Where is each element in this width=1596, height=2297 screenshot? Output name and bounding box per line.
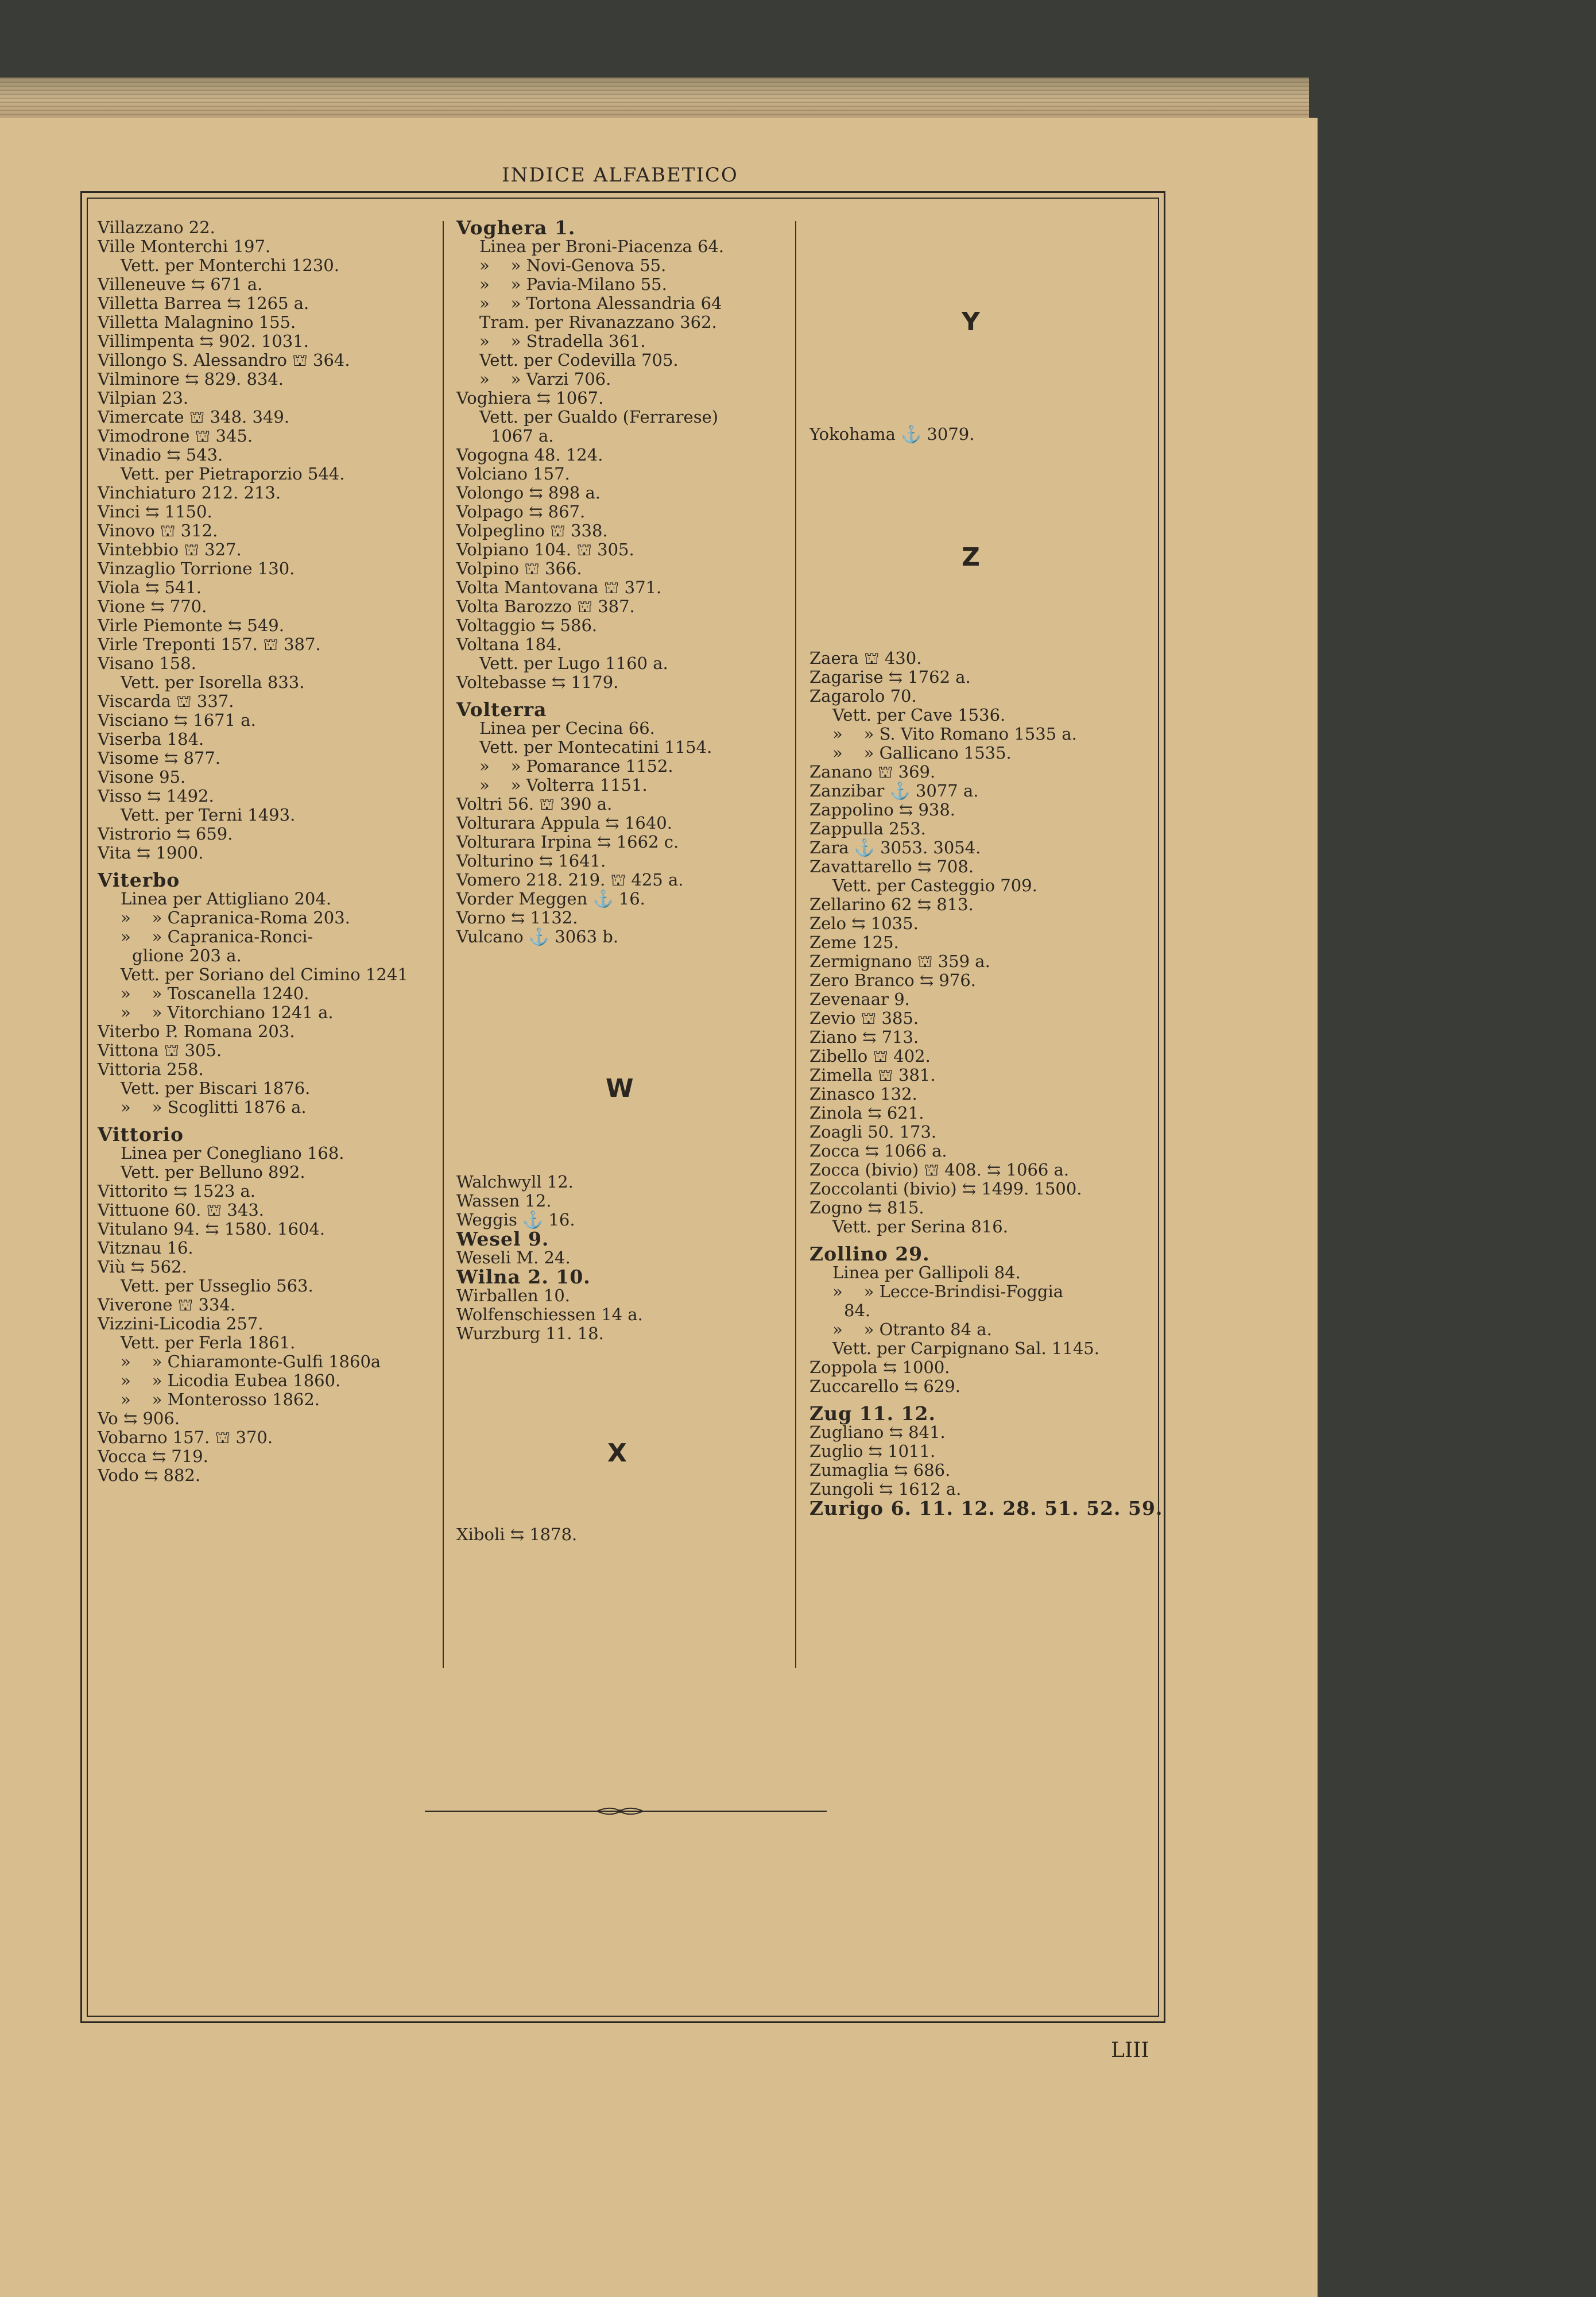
index-entry: Zero Branco ⇆ 976. <box>809 970 976 990</box>
index-entry: Volturara Appula ⇆ 1640. <box>456 813 672 833</box>
index-entry: Voltri 56. ⛫ 390 a. <box>456 794 613 814</box>
index-entry: Zinola ⇆ 621. <box>809 1103 924 1123</box>
index-entry: Vittoria 258. <box>98 1059 204 1079</box>
index-entry: » » Varzi 706. <box>479 369 611 389</box>
index-column-3-z <box>809 649 1163 1518</box>
index-entry: Visso ⇆ 1492. <box>98 786 214 806</box>
index-entry: Zibello ⛫ 402. <box>809 1046 931 1066</box>
section-letter-x: X <box>607 1438 627 1468</box>
index-entry: Vett. per Gualdo (Ferrarese) <box>479 407 719 427</box>
index-entry: Vett. per Soriano del Cimino 1241 <box>121 965 408 984</box>
index-column-1 <box>98 218 431 1485</box>
index-entry: Vione ⇆ 770. <box>98 597 207 616</box>
index-entry: Linea per Attigliano 204. <box>121 889 332 908</box>
section-letter-w: W <box>606 1074 634 1103</box>
index-entry: Vett. per Usseglio 563. <box>121 1276 313 1296</box>
index-entry: » » Licodia Eubea 1860. <box>121 1371 341 1390</box>
index-entry: Volturara Irpina ⇆ 1662 c. <box>456 832 679 852</box>
index-entry: Villimpenta ⇆ 902. 1031. <box>98 331 309 351</box>
index-entry: Volpino ⛫ 366. <box>456 559 582 578</box>
index-entry: Zermignano ⛫ 359 a. <box>809 952 990 971</box>
index-entry: » » Otranto 84 a. <box>832 1320 992 1339</box>
index-entry: Zungoli ⇆ 1612 a. <box>809 1479 962 1499</box>
index-entry: Volongo ⇆ 898 a. <box>456 483 601 502</box>
index-entry: Vilpian 23. <box>98 388 189 408</box>
index-entry: » » Chiaramonte-Gulfi 1860a <box>121 1352 381 1371</box>
index-entry: Linea per Cecina 66. <box>479 718 655 738</box>
index-entry: » » S. Vito Romano 1535 a. <box>832 724 1077 744</box>
index-entry: Vittorito ⇆ 1523 a. <box>98 1181 255 1201</box>
index-heading: Viterbo <box>98 869 180 891</box>
index-entry: » » Monterosso 1862. <box>121 1390 320 1409</box>
index-entry: Vett. per Ferla 1861. <box>121 1333 296 1352</box>
ornament-divider <box>425 1807 827 1815</box>
index-column-2-w <box>456 1173 643 1343</box>
index-entry: Zinasco 132. <box>809 1084 917 1104</box>
index-entry: » » Stradella 361. <box>479 331 646 351</box>
index-entry: » » Capranica-Ronci- <box>121 927 313 946</box>
index-entry: Virle Treponti 157. ⛫ 387. <box>98 635 321 654</box>
index-column-3-y <box>809 425 974 444</box>
index-entry: Zaera ⛫ 430. <box>809 648 922 668</box>
index-entry: Zappulla 253. <box>809 819 926 838</box>
index-entry: Volta Mantovana ⛫ 371. <box>456 578 662 597</box>
index-entry: 1067 a. <box>491 426 554 446</box>
index-entry: » » Volterra 1151. <box>479 775 648 795</box>
index-entry: Vett. per Pietraporzio 544. <box>121 464 345 484</box>
index-entry: Vintebbio ⛫ 327. <box>98 540 242 559</box>
index-entry: Zanzibar ⚓ 3077 a. <box>809 781 979 801</box>
index-entry: Vistrorio ⇆ 659. <box>98 824 233 844</box>
index-heading: Zurigo 6. 11. 12. 28. 51. 52. 59. <box>809 1497 1163 1519</box>
index-entry: Vizzini-Licodia 257. <box>98 1314 264 1333</box>
index-entry: » » Pavia-Milano 55. <box>479 274 667 294</box>
index-entry: Wolfenschiessen 14 a. <box>456 1305 643 1324</box>
index-entry: » » Scoglitti 1876 a. <box>121 1097 307 1117</box>
book-page <box>0 118 1318 2297</box>
index-entry: Vett. per Casteggio 709. <box>832 876 1037 895</box>
index-entry: Volturino ⇆ 1641. <box>456 851 606 871</box>
index-entry: Vitznau 16. <box>98 1238 193 1258</box>
index-entry: Viserba 184. <box>98 729 204 749</box>
index-entry: Vita ⇆ 1900. <box>98 843 204 863</box>
index-entry: Voghiera ⇆ 1067. <box>456 388 604 408</box>
index-entry: Ziano ⇆ 713. <box>809 1027 919 1047</box>
index-entry: Vobarno 157. ⛫ 370. <box>98 1428 273 1447</box>
index-entry: Volciano 157. <box>456 464 570 484</box>
index-entry: Zagarolo 70. <box>809 686 917 706</box>
index-entry: Zeme 125. <box>809 933 899 952</box>
index-entry: Zogno ⇆ 815. <box>809 1198 924 1217</box>
index-entry: » » Capranica-Roma 203. <box>121 908 350 927</box>
index-entry: Visome ⇆ 877. <box>98 748 221 768</box>
index-entry: Zevio ⛫ 385. <box>809 1008 919 1028</box>
index-entry: Voltebasse ⇆ 1179. <box>456 672 619 692</box>
index-entry: Zanano ⛫ 369. <box>809 762 936 782</box>
index-entry: Zocca (bivio) ⛫ 408. ⇆ 1066 a. <box>809 1160 1070 1180</box>
index-entry: Zocca ⇆ 1066 a. <box>809 1141 947 1161</box>
index-entry: Vorder Meggen ⚓ 16. <box>456 889 645 908</box>
index-entry: Weseli M. 24. <box>456 1248 571 1267</box>
index-entry: glione 203 a. <box>132 946 242 965</box>
index-entry: Vogogna 48. 124. <box>456 445 603 465</box>
index-entry: Xiboli ⇆ 1878. <box>456 1525 578 1544</box>
index-entry: Zoagli 50. 173. <box>809 1122 937 1142</box>
index-entry: Volta Barozzo ⛫ 387. <box>456 597 635 616</box>
index-entry: Vett. per Terni 1493. <box>121 805 296 825</box>
index-entry: Vinovo ⛫ 312. <box>98 521 218 540</box>
index-entry: Zuglio ⇆ 1011. <box>809 1441 936 1461</box>
index-entry: Volpiano 104. ⛫ 305. <box>456 540 634 559</box>
index-entry: Vulcano ⚓ 3063 b. <box>456 927 619 946</box>
index-entry: Vodo ⇆ 882. <box>98 1465 201 1485</box>
index-entry: Viverone ⛫ 334. <box>98 1295 236 1314</box>
index-entry: Ville Monterchi 197. <box>98 237 271 256</box>
index-entry: Linea per Gallipoli 84. <box>832 1263 1021 1282</box>
index-entry: » » Pomarance 1152. <box>479 756 673 776</box>
index-entry: Vinadio ⇆ 543. <box>98 445 223 465</box>
index-entry: Zellarino 62 ⇆ 813. <box>809 895 974 914</box>
index-entry: Villeneuve ⇆ 671 a. <box>98 274 263 294</box>
index-entry: Wurzburg 11. 18. <box>456 1324 604 1343</box>
index-heading: Wesel 9. <box>456 1228 549 1250</box>
index-entry: Villongo S. Alessandro ⛫ 364. <box>98 350 350 370</box>
index-entry: » » Gallicano 1535. <box>832 743 1012 763</box>
index-entry: Tram. per Rivanazzano 362. <box>479 312 717 332</box>
index-entry: Zara ⚓ 3053. 3054. <box>809 838 981 857</box>
index-entry: Vittuone 60. ⛫ 343. <box>98 1200 264 1220</box>
index-entry: Vorno ⇆ 1132. <box>456 908 578 927</box>
page-header-title: INDICE ALFABETICO <box>502 164 738 187</box>
index-heading: Voghera 1. <box>456 216 576 239</box>
index-entry: Zappolino ⇆ 938. <box>809 800 956 819</box>
index-entry: Vett. per Biscari 1876. <box>121 1078 311 1098</box>
index-entry: Zoccolanti (bivio) ⇆ 1499. 1500. <box>809 1179 1082 1198</box>
index-entry: Vett. per Serina 816. <box>832 1217 1008 1236</box>
index-column-2-x <box>456 1525 577 1544</box>
index-entry: Volpeglino ⛫ 338. <box>456 521 608 540</box>
page-number: LIII <box>1111 2039 1149 2062</box>
index-entry: Virle Piemonte ⇆ 549. <box>98 616 284 635</box>
index-entry: Vinchiaturo 212. 213. <box>98 483 281 502</box>
index-entry: Villazzano 22. <box>98 218 215 237</box>
index-column-2 <box>456 218 784 946</box>
index-entry: Voltana 184. <box>456 635 562 654</box>
index-entry: Vett. per Lugo 1160 a. <box>479 653 668 673</box>
index-entry: » » Vitorchiano 1241 a. <box>121 1003 334 1022</box>
index-entry: Linea per Conegliano 168. <box>121 1143 344 1163</box>
index-entry: Vilminore ⇆ 829. 834. <box>98 369 284 389</box>
index-entry: Vo ⇆ 906. <box>98 1409 180 1428</box>
index-entry: Vittona ⛫ 305. <box>98 1041 222 1060</box>
index-entry: Walchwyll 12. <box>456 1172 574 1192</box>
index-entry: Villetta Malagnino 155. <box>98 312 296 332</box>
index-entry: Linea per Broni-Piacenza 64. <box>479 237 725 256</box>
index-entry: Zuccarello ⇆ 629. <box>809 1376 960 1396</box>
index-entry: Vinci ⇆ 1150. <box>98 502 212 521</box>
index-entry: Vett. per Codevilla 705. <box>479 350 679 370</box>
index-entry: Weggis ⚓ 16. <box>456 1210 575 1229</box>
column-divider-1 <box>443 221 444 1668</box>
index-entry: Vomero 218. 219. ⛫ 425 a. <box>456 870 684 890</box>
index-entry: Vett. per Isorella 833. <box>121 672 305 692</box>
index-entry: Vimercate ⛫ 348. 349. <box>98 407 290 427</box>
index-entry: Vett. per Montecatini 1154. <box>479 737 712 757</box>
index-entry: 84. <box>844 1301 871 1320</box>
section-letter-z: Z <box>962 543 980 572</box>
index-entry: Zugliano ⇆ 841. <box>809 1422 946 1442</box>
index-heading: Zollino 29. <box>809 1243 930 1265</box>
index-entry: Villetta Barrea ⇆ 1265 a. <box>98 293 309 313</box>
index-entry: Zumaglia ⇆ 686. <box>809 1460 951 1480</box>
index-heading: Zug 11. 12. <box>809 1402 936 1425</box>
index-entry: Vitulano 94. ⇆ 1580. 1604. <box>98 1219 326 1239</box>
index-entry: Zagarise ⇆ 1762 a. <box>809 667 971 687</box>
index-entry: Zoppola ⇆ 1000. <box>809 1358 950 1377</box>
index-entry: Vett. per Belluno 892. <box>121 1162 305 1182</box>
index-entry: Zelo ⇆ 1035. <box>809 914 919 933</box>
index-entry: Vimodrone ⛫ 345. <box>98 426 253 446</box>
index-entry: Vett. per Monterchi 1230. <box>121 256 339 275</box>
column-divider-2 <box>795 221 796 1668</box>
index-entry: Zavattarello ⇆ 708. <box>809 857 974 876</box>
index-entry: Visano 158. <box>98 653 196 673</box>
index-entry: Voltaggio ⇆ 586. <box>456 616 598 635</box>
section-letter-y: Y <box>962 307 980 337</box>
index-entry: Zimella ⛫ 381. <box>809 1065 936 1085</box>
index-heading: Wilna 2. 10. <box>456 1266 591 1288</box>
index-entry: Viterbo P. Romana 203. <box>98 1022 295 1041</box>
index-entry: Wirballen 10. <box>456 1286 571 1305</box>
index-entry: Visone 95. <box>98 767 186 787</box>
index-entry: » » Toscanella 1240. <box>121 984 309 1003</box>
index-entry: Vett. per Carpignano Sal. 1145. <box>832 1339 1099 1358</box>
index-entry: Visciano ⇆ 1671 a. <box>98 710 256 730</box>
index-entry: » » Lecce-Brindisi-Foggia <box>832 1282 1064 1301</box>
index-entry: Yokohama ⚓ 3079. <box>809 424 975 444</box>
index-heading: Vittorio <box>98 1123 184 1146</box>
index-entry: Viola ⇆ 541. <box>98 578 202 597</box>
index-entry: Viù ⇆ 562. <box>98 1257 187 1277</box>
index-entry: Volpago ⇆ 867. <box>456 502 586 521</box>
index-entry: Wassen 12. <box>456 1191 552 1211</box>
index-entry: Vett. per Cave 1536. <box>832 705 1006 725</box>
index-entry: » » Tortona Alessandria 64 <box>479 293 722 313</box>
index-entry: Vinzaglio Torrione 130. <box>98 559 295 578</box>
index-heading: Volterra <box>456 698 547 721</box>
index-entry: » » Novi-Genova 55. <box>479 256 667 275</box>
index-entry: Vocca ⇆ 719. <box>98 1447 208 1466</box>
index-entry: Viscarda ⛫ 337. <box>98 691 234 711</box>
index-entry: Zevenaar 9. <box>809 989 910 1009</box>
